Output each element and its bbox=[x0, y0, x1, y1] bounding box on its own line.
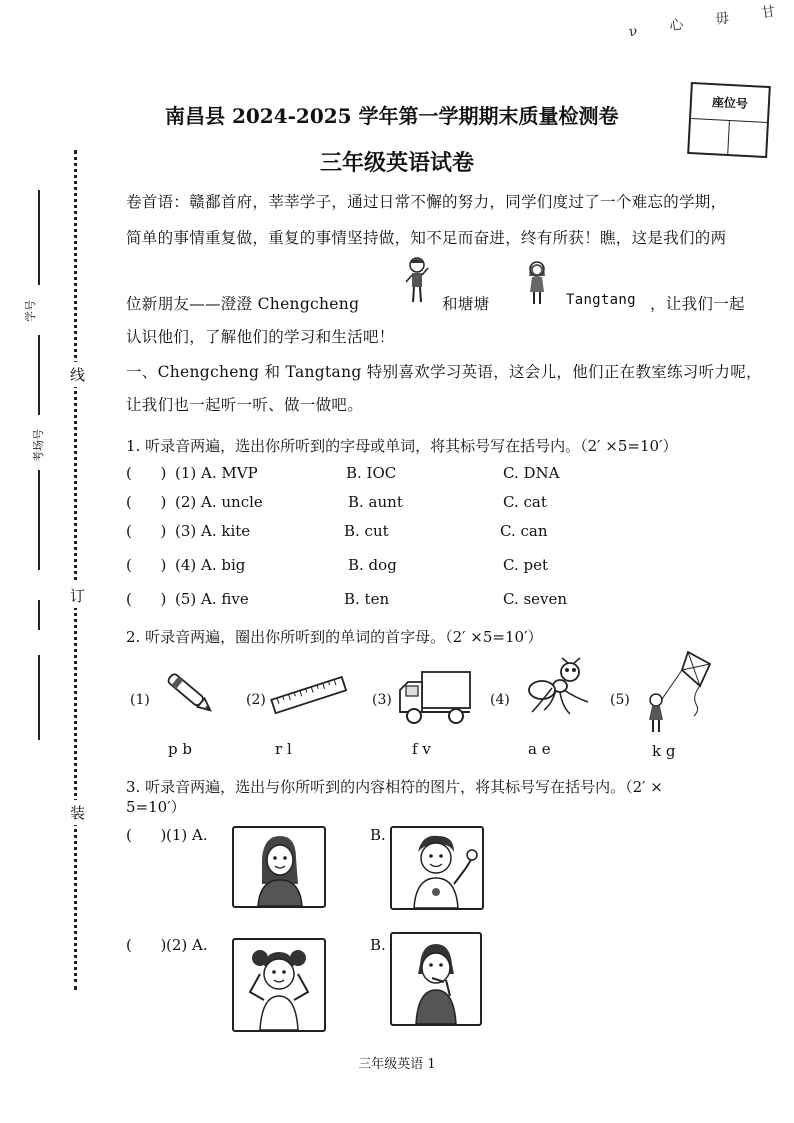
boy-chengcheng-icon bbox=[404, 256, 430, 308]
answer-paren[interactable]: ( ) bbox=[126, 826, 167, 844]
q1-item1-option-c: C. DNA bbox=[503, 464, 560, 482]
q1-item1-option-a: (1) A. MVP bbox=[175, 464, 258, 482]
student-id-label: 学号 bbox=[24, 300, 37, 322]
q1-item1-option-b: B. IOC bbox=[346, 464, 397, 482]
answer-paren[interactable]: ( ) bbox=[126, 556, 167, 574]
exam-room-label: 考场号 bbox=[32, 429, 45, 462]
q2-item4-letters[interactable]: a e bbox=[528, 740, 551, 758]
girl-eating-icon bbox=[392, 934, 480, 1024]
student-id-line-lower bbox=[38, 335, 40, 415]
q3-title-line-2: 5=10′） bbox=[126, 798, 186, 816]
intro-line-4: 认识他们，了解他们的学习和生活吧！ bbox=[126, 328, 395, 346]
girl-tangtang-icon bbox=[525, 260, 549, 306]
q1-item4-option-b: B. dog bbox=[348, 556, 397, 574]
page-footer: 三年级英语 1 bbox=[358, 1057, 436, 1072]
q1-item5-option-a: (5) A. five bbox=[175, 590, 249, 608]
binding-word-ding: 订 bbox=[70, 583, 85, 608]
pen-icon bbox=[160, 668, 220, 720]
q3-item2-picture-a[interactable] bbox=[232, 938, 326, 1032]
q2-item1-letters[interactable]: p b bbox=[168, 740, 192, 758]
q2-item3-number: (3) bbox=[372, 692, 392, 708]
binding-dotted-line bbox=[74, 150, 77, 990]
seat-number-label: 座位号 bbox=[711, 95, 749, 111]
q1-item4-option-a: (4) A. big bbox=[175, 556, 246, 574]
answer-paren[interactable]: ( ) bbox=[126, 936, 167, 954]
girl-touching-ears-icon bbox=[234, 940, 324, 1030]
exam-subtitle: 三年级英语试卷 bbox=[319, 150, 474, 176]
q3-item1-option-b: B. bbox=[370, 826, 386, 844]
name-line bbox=[38, 655, 40, 740]
ruler-icon bbox=[270, 676, 348, 716]
binding-word-xian: 线 bbox=[70, 362, 85, 387]
intro-line-3a: 位新朋友——澄澄 Chengcheng bbox=[126, 295, 360, 313]
exam-title: 南昌县 2024-2025 学年第一学期期末质量检测卷 bbox=[165, 104, 619, 128]
q3-item2-option-b: B. bbox=[370, 936, 386, 954]
q2-item2-letters[interactable]: r l bbox=[275, 740, 292, 758]
intro-line-3b: 和塘塘 bbox=[442, 295, 490, 313]
q2-item3-letters[interactable]: f v bbox=[412, 740, 431, 758]
answer-paren[interactable]: ( ) bbox=[126, 493, 167, 511]
answer-paren[interactable]: ( ) bbox=[126, 522, 167, 540]
answer-paren[interactable]: ( ) bbox=[126, 464, 167, 482]
binding-word-zhuang: 装 bbox=[70, 800, 85, 825]
q1-item4-option-c: C. pet bbox=[503, 556, 548, 574]
name-line-top bbox=[38, 600, 40, 630]
intro-line-1: 卷首语：赣鄱首府，莘莘学子，通过日常不懈的努力，同学们度过了一个难忘的学期， bbox=[126, 193, 727, 211]
q1-item3-option-b: B. cut bbox=[344, 522, 389, 540]
corner-marks: ν 心 毋 甘 bbox=[627, 1, 791, 41]
waving-boy-icon bbox=[392, 828, 482, 908]
truck-icon bbox=[398, 668, 474, 728]
kite-icon bbox=[642, 650, 714, 736]
section1-line-2: 让我们也一起听一听、做一做吧。 bbox=[126, 396, 364, 414]
student-id-line bbox=[38, 190, 40, 285]
girl-portrait-icon bbox=[234, 828, 324, 906]
q3-item1-picture-b[interactable] bbox=[390, 826, 484, 910]
q1-item2-option-a: (2) A. uncle bbox=[175, 493, 263, 511]
q1-item3-option-c: C. can bbox=[500, 522, 548, 540]
q3-item2-picture-b[interactable] bbox=[390, 932, 482, 1026]
q3-item1-option-a: (1) A. bbox=[166, 826, 208, 844]
q3-item1-picture-a[interactable] bbox=[232, 826, 326, 908]
ant-icon bbox=[522, 658, 594, 720]
q1-item5-option-b: B. ten bbox=[344, 590, 390, 608]
q1-item3-option-a: (3) A. kite bbox=[175, 522, 251, 540]
q2-item1-number: (1) bbox=[130, 692, 150, 708]
exam-room-line bbox=[38, 470, 40, 570]
q2-item4-number: (4) bbox=[490, 692, 510, 708]
q2-item2-number: (2) bbox=[246, 692, 266, 708]
q3-item2-option-a: (2) A. bbox=[166, 936, 208, 954]
intro-line-2: 简单的事情重复做，重复的事情坚持做，知不足而奋进，终有所获！瞧，这是我们的两 bbox=[126, 229, 727, 247]
q2-title: 2. 听录音两遍，圈出你所听到的单词的首字母。（2′ ×5=10′） bbox=[126, 628, 543, 646]
q3-title-line-1: 3. 听录音两遍，选出与你所听到的内容相符的图片，将其标号写在括号内。（2′ × bbox=[126, 778, 663, 796]
intro-line-3d: ，让我们一起 bbox=[650, 295, 745, 313]
intro-line-3c: Tangtang bbox=[566, 292, 636, 308]
section1-line-1: 一、Chengcheng 和 Tangtang 特别喜欢学习英语，这会儿，他们正在教室练习听力呢， bbox=[126, 363, 762, 381]
answer-paren[interactable]: ( ) bbox=[126, 590, 167, 608]
q1-item2-option-b: B. aunt bbox=[348, 493, 403, 511]
q1-item5-option-c: C. seven bbox=[503, 590, 568, 608]
q1-item2-option-c: C. cat bbox=[503, 493, 547, 511]
q2-item5-number: (5) bbox=[610, 692, 630, 708]
q2-item5-letters[interactable]: k g bbox=[652, 742, 676, 760]
q1-title: 1. 听录音两遍，选出你所听到的字母或单词，将其标号写在括号内。（2′ ×5=10′） bbox=[126, 437, 678, 455]
